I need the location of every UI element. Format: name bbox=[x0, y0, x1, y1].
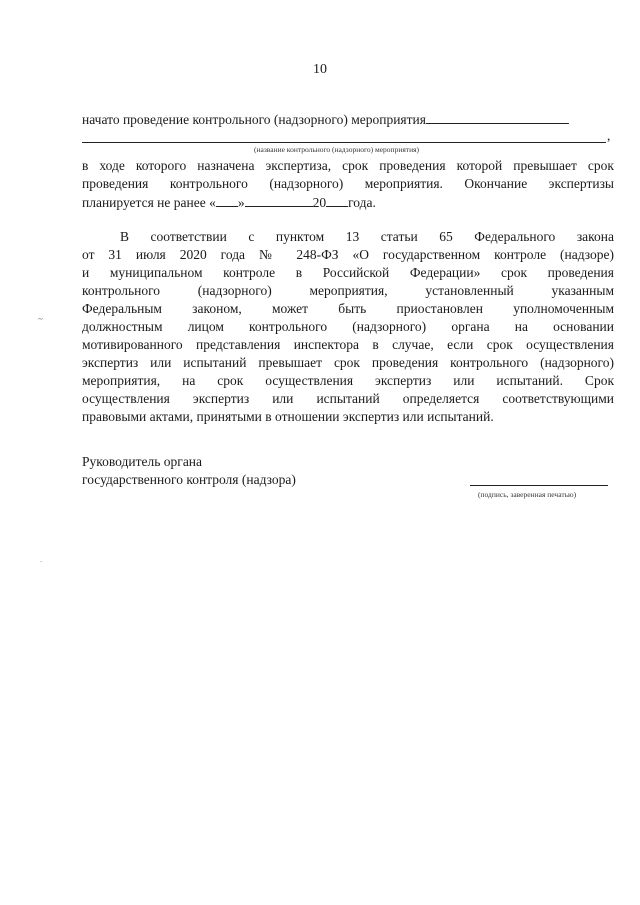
page-number: 10 bbox=[313, 62, 327, 77]
intro-text: начато проведение контрольного (надзорного) мероприятия bbox=[82, 112, 426, 127]
year-suffix: года. bbox=[348, 195, 376, 210]
scan-dot: ` bbox=[40, 560, 43, 568]
law-line-11: правовыми актами, принятыми в отношении экспертиз или испытаний. bbox=[82, 409, 494, 424]
comma: , bbox=[607, 128, 611, 143]
month-blank bbox=[245, 193, 313, 207]
scan-mark: ~ bbox=[38, 314, 43, 324]
law-line-10: осуществления экспертиз или испытаний определяется соответствующими bbox=[82, 391, 614, 406]
law-line-1: В соответствии с пунктом 13 статьи 65 Федерального закона bbox=[120, 229, 614, 244]
signature-caption: (подпись, заверенная печатью) bbox=[478, 490, 577, 499]
law-line-3: и муниципальном контроле в Российской Федерации» срок проведения bbox=[82, 265, 614, 280]
intro-line-1 bbox=[82, 110, 569, 129]
intro-line-3: в ходе которого назначена экспертиза, срок проведения которой превышает срок bbox=[82, 158, 614, 173]
measure-name-caption: (название контрольного (надзорного) мероприятия) bbox=[254, 145, 420, 154]
intro-line-5 bbox=[82, 193, 376, 212]
date-quote: » bbox=[237, 195, 245, 210]
measure-name-line bbox=[82, 142, 606, 143]
law-line-5: Федеральным законом, может быть приостановлен уполномоченным bbox=[82, 301, 614, 316]
law-line-9: мероприятия, на срок осуществления экспертиз или испытаний. Срок bbox=[82, 373, 614, 388]
law-line-8: экспертиз или испытаний превышает срок проведения контрольного (надзорного) bbox=[82, 355, 614, 370]
year-prefix: 20 bbox=[312, 195, 327, 210]
law-line-4: контрольного (надзорного) мероприятия, установленный указанным bbox=[82, 283, 614, 298]
date-prefix: планируется не ранее « bbox=[82, 195, 216, 210]
year-blank bbox=[326, 193, 348, 207]
law-line-7: мотивированного представления инспектора в случае, если срок осуществления bbox=[82, 337, 614, 352]
law-line-2: от 31 июля 2020 года № 248-ФЗ «О государственном контроле (надзоре) bbox=[82, 247, 614, 262]
signature-line bbox=[470, 485, 608, 486]
signature-title-2: государственного контроля (надзора) bbox=[82, 472, 296, 487]
measure-name-blank bbox=[426, 110, 569, 124]
law-line-6: должностным лицом контрольного (надзорного) органа на основании bbox=[82, 319, 614, 334]
intro-line-4: проведения контрольного (надзорного) мероприятия. Окончание экспертизы bbox=[82, 176, 614, 191]
signature-title-1: Руководитель органа bbox=[82, 454, 203, 469]
day-blank bbox=[216, 193, 238, 207]
